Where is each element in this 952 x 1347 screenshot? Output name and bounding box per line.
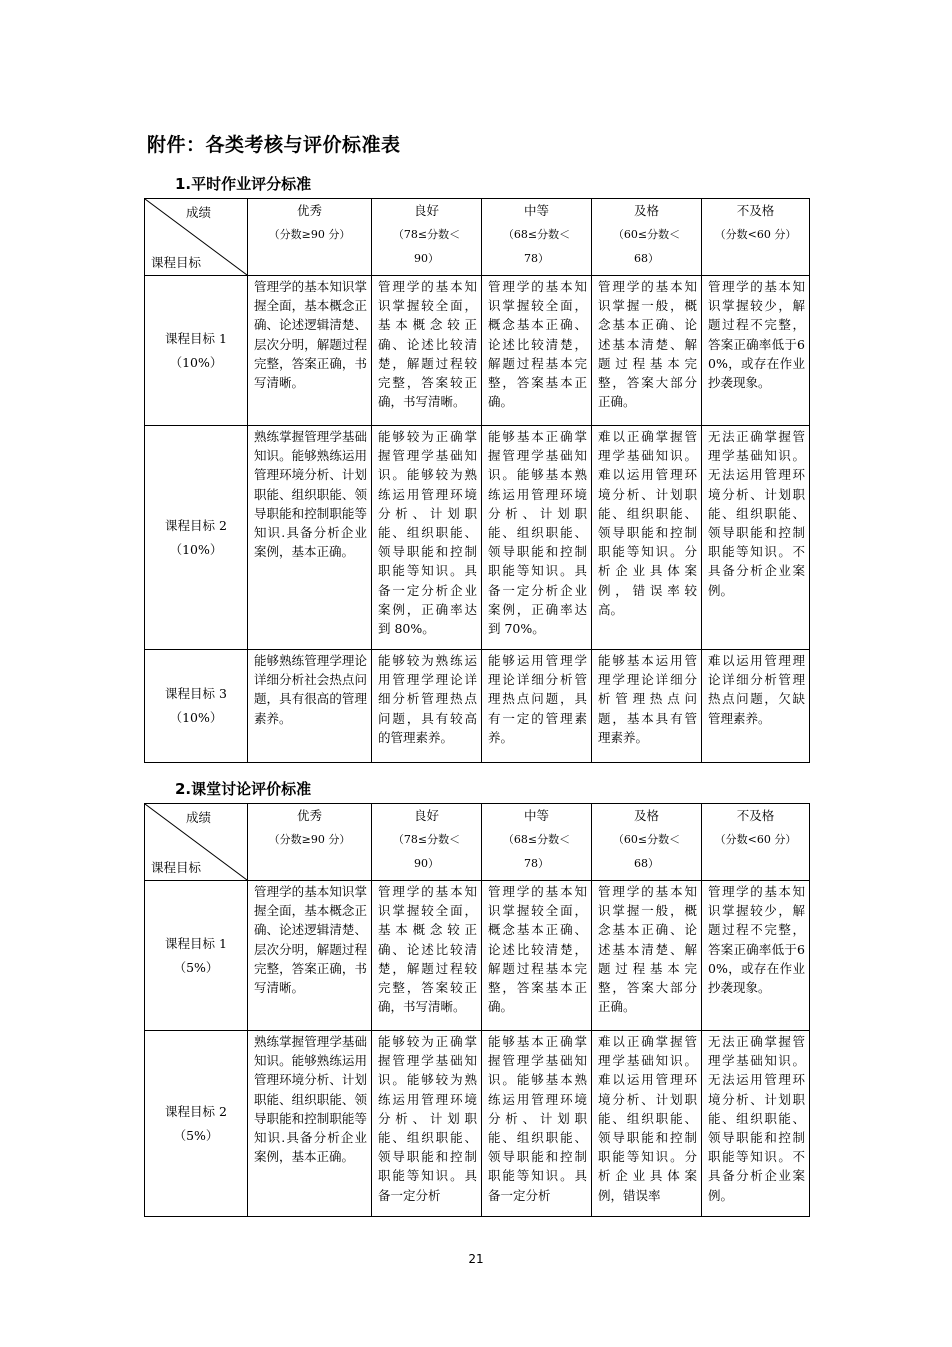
criteria-cell: 管理学的基本知识掌握全面，基本概念正确、论述逻辑清楚、层次分明，解题过程完整，答案正确，书写清晰。: [248, 276, 372, 426]
goal-cell: 课程目标 3 （10%）: [145, 650, 248, 763]
criteria-cell: 管理学的基本知识掌握较少，解题过程不完整，答案正确率低于60%，或存在作业抄袭现象。: [702, 276, 810, 426]
criteria-cell: 能够运用管理学理论详细分析管理热点问题，具有一定的管理素养。: [482, 650, 592, 763]
criteria-cell: 能够熟练管理学理论详细分析社会热点问题，具有很高的管理素养。: [248, 650, 372, 763]
grade-header-excellent: 优秀 （分数≥90 分）: [248, 804, 372, 881]
table-row: [145, 426, 810, 650]
table-row: [145, 1031, 810, 1217]
grade-header-good: 良好 （78≤分数＜90）: [372, 804, 482, 881]
grade-header-pass: 及格 （60≤分数＜68）: [592, 199, 702, 276]
criteria-cell: 管理学的基本知识掌握一般，概念基本正确、论述基本清楚、解题过程基本完整，答案大部分正确。: [592, 881, 702, 1031]
corner-label-goal: 课程目标: [151, 255, 202, 270]
header-corner-cell: [145, 804, 248, 881]
criteria-cell: 无法正确掌握管理学基础知识。无法运用管理环境分析、计划职能、组织职能、领导职能和控制职能等知识。不具备分析企业案例。: [702, 426, 810, 650]
table-row: [145, 276, 810, 426]
criteria-cell: 难以正确掌握管理学基础知识。难以运用管理环境分析、计划职能、组织职能、领导职能和控制职能等知识。分析企业具体案例，错误率较高。: [592, 426, 702, 650]
criteria-cell: 熟练掌握管理学基础知识。能够熟练运用管理环境分析、计划职能、组织职能、领导职能和控制职能等知识.具备分析企业案例，基本正确。: [248, 1031, 372, 1217]
goal-cell: 课程目标 1 （10%）: [145, 276, 248, 426]
goal-cell: 课程目标 2 （5%）: [145, 1031, 248, 1217]
grade-header-fail: 不及格 （分数<60 分）: [702, 804, 810, 881]
goal-cell: 课程目标 1 （5%）: [145, 881, 248, 1031]
table-row: [145, 650, 810, 763]
criteria-cell: 能够基本运用管理学理论详细分析管理热点问题，基本具有管理素养。: [592, 650, 702, 763]
criteria-cell: 熟练掌握管理学基础知识。能够熟练运用管理环境分析、计划职能、组织职能、领导职能和控制职能等知识.具备分析企业案例，基本正确。: [248, 426, 372, 650]
grade-header-good: 良好 （78≤分数＜90）: [372, 199, 482, 276]
criteria-cell: 能够较为正确掌握管理学基础知识。能够较为熟练运用管理环境分析、计划职能、组织职能、领导职能和控制职能等知识。具备一定分析: [372, 1031, 482, 1217]
criteria-cell: 管理学的基本知识掌握较全面，概念基本正确、论述比较清楚，解题过程基本完整，答案基本正确。: [482, 276, 592, 426]
grade-header-fail: 不及格 （分数<60 分）: [702, 199, 810, 276]
criteria-cell: 难以正确掌握管理学基础知识。难以运用管理环境分析、计划职能、组织职能、领导职能和控制职能等知识。分析企业具体案例，错误率: [592, 1031, 702, 1217]
criteria-cell: 管理学的基本知识掌握全面，基本概念正确、论述逻辑清楚、层次分明，解题过程完整，答案正确，书写清晰。: [248, 881, 372, 1031]
table-header-row: [145, 804, 810, 881]
criteria-cell: 管理学的基本知识掌握较全面，基本概念较正确、论述比较清楚，解题过程较完整，答案较正确，书写清晰。: [372, 276, 482, 426]
corner-label-grade: 成绩: [185, 205, 211, 220]
criteria-cell: 管理学的基本知识掌握一般，概念基本正确、论述基本清楚、解题过程基本完整，答案大部分正确。: [592, 276, 702, 426]
header-corner-cell: [145, 199, 248, 276]
criteria-cell: 能够基本正确掌握管理学基础知识。能够基本熟练运用管理环境分析、计划职能、组织职能、领导职能和控制职能等知识。具备一定分析: [482, 1031, 592, 1217]
table-row: [145, 881, 810, 1031]
grade-header-medium: 中等 （68≤分数＜78）: [482, 199, 592, 276]
criteria-cell: 能够较为熟练运用管理学理论详细分析管理热点问题，具有较高的管理素养。: [372, 650, 482, 763]
criteria-cell: 无法正确掌握管理学基础知识。无法运用管理环境分析、计划职能、组织职能、领导职能和控制职能等知识。不具备分析企业案例。: [702, 1031, 810, 1217]
goal-cell: 课程目标 2 （10%）: [145, 426, 248, 650]
criteria-cell: 难以运用管理理论详细分析管理热点问题，欠缺管理素养。: [702, 650, 810, 763]
criteria-cell: 管理学的基本知识掌握较全面，概念基本正确、论述比较清楚，解题过程基本完整，答案基本正确。: [482, 881, 592, 1031]
criteria-cell: 能够基本正确掌握管理学基础知识。能够基本熟练运用管理环境分析、计划职能、组织职能、领导职能和控制职能等知识。具备一定分析企业案例，正确率达到 70%。: [482, 426, 592, 650]
criteria-cell: 管理学的基本知识掌握较全面，基本概念较正确、论述比较清楚，解题过程较完整，答案较正确，书写清晰。: [372, 881, 482, 1031]
discussion-rubric-table: [144, 803, 810, 1217]
table-header-row: [145, 199, 810, 276]
section-title-homework: 1.平时作业评分标准: [175, 175, 312, 193]
corner-label-goal: 课程目标: [151, 860, 202, 875]
section-title-discussion: 2.课堂讨论评价标准: [175, 780, 312, 798]
grade-header-pass: 及格 （60≤分数＜68）: [592, 804, 702, 881]
criteria-cell: 能够较为正确掌握管理学基础知识。能够较为熟练运用管理环境分析、计划职能、组织职能、领导职能和控制职能等知识。具备一定分析企业案例，正确率达到 80%。: [372, 426, 482, 650]
page-title: 附件：各类考核与评价标准表: [147, 134, 401, 156]
homework-rubric-table: [144, 198, 810, 763]
criteria-cell: 管理学的基本知识掌握较少，解题过程不完整，答案正确率低于60%，或存在作业抄袭现象。: [702, 881, 810, 1031]
grade-header-medium: 中等 （68≤分数＜78）: [482, 804, 592, 881]
page-number: 21: [468, 1252, 484, 1266]
grade-header-excellent: 优秀 （分数≥90 分）: [248, 199, 372, 276]
corner-label-grade: 成绩: [185, 810, 211, 825]
